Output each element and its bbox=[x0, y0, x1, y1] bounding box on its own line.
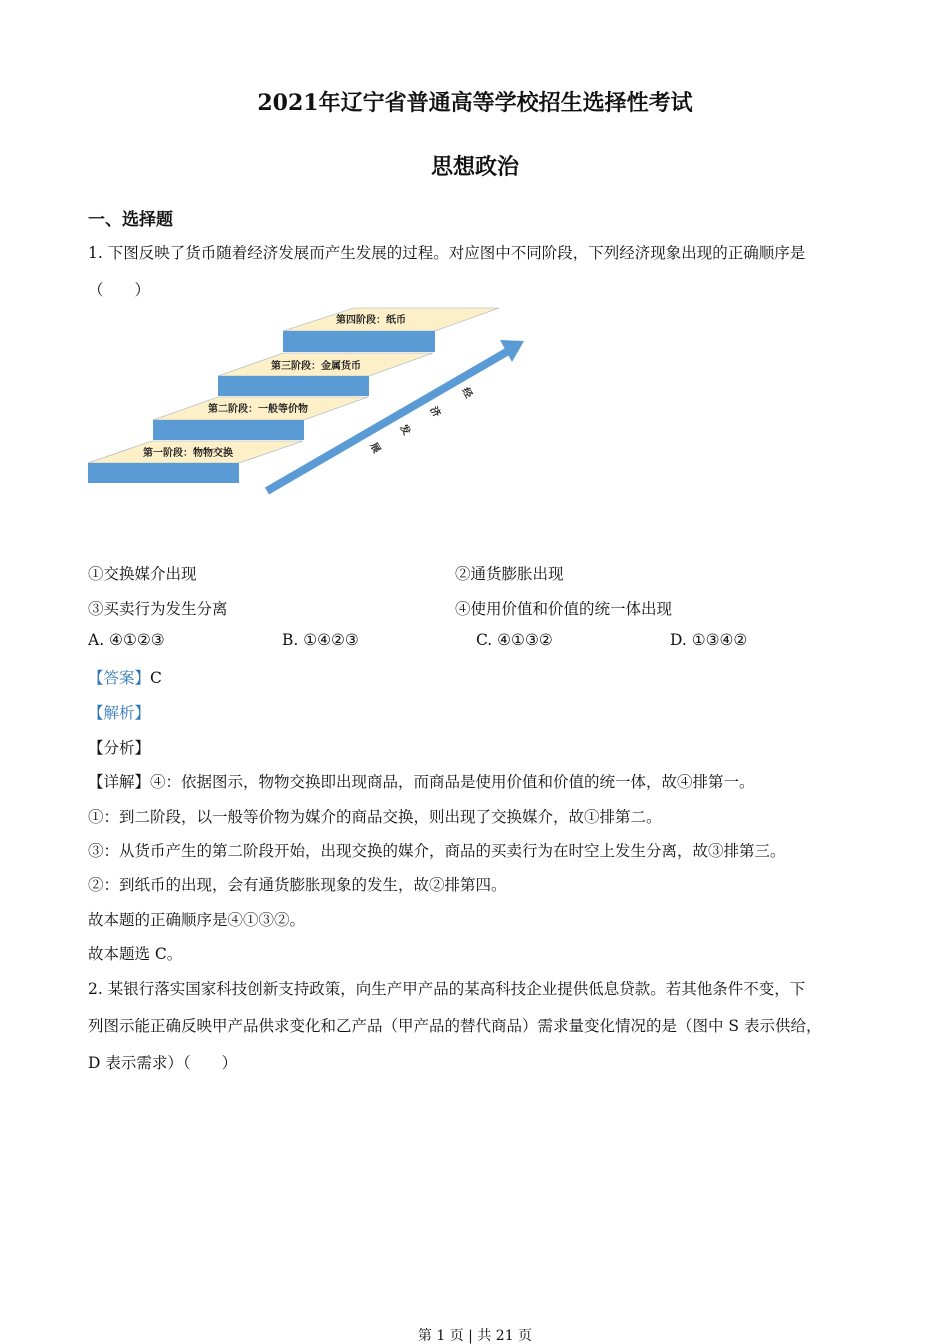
page-footer: 第 1 页 | 共 21 页 bbox=[417, 1328, 533, 1344]
exam-title: 2021年辽宁省普通高等学校招生选择性考试 bbox=[257, 90, 693, 116]
stage-label: 第三阶段：金属货币 bbox=[271, 361, 361, 372]
stage-step-1 bbox=[88, 441, 303, 483]
analysis-label: 【解析】 bbox=[88, 704, 151, 722]
fenxi-label: 【分析】 bbox=[88, 739, 151, 757]
stage-step-3 bbox=[218, 353, 433, 396]
stage-label: 第四阶段：纸币 bbox=[336, 315, 406, 326]
explanation-line: 故本题选 C。 bbox=[88, 945, 183, 963]
q2-stem-line: D 表示需求）（ ） bbox=[88, 1054, 238, 1072]
q2-stem-line: 列图示能正确反映甲产品供求变化和乙产品（甲产品的替代商品）需求量变化情况的是（图中 S 表示供给， bbox=[88, 1017, 822, 1035]
answer-label: 【答案】 bbox=[88, 669, 151, 687]
explanation-line: ①：到二阶段，以一般等价物为媒介的商品交换，则出现了交换媒介，故①排第二。 bbox=[88, 808, 662, 826]
q1-item-1: ①交换媒介出现 bbox=[88, 565, 197, 583]
section-heading: 一、选择题 bbox=[88, 210, 173, 230]
stage-label: 第一阶段：物物交换 bbox=[143, 448, 233, 459]
explanation-line: 故本题的正确顺序是④①③②。 bbox=[88, 911, 306, 929]
stage-step-4 bbox=[283, 308, 499, 352]
answer-value: C bbox=[150, 669, 162, 687]
explanation-line: ②：到纸币的出现，会有通货膨胀现象的发生，故②排第四。 bbox=[88, 876, 507, 894]
stage-label: 第二阶段：一般等价物 bbox=[208, 404, 308, 415]
q1-item-3: ③买卖行为发生分离 bbox=[88, 600, 228, 618]
q1-blank: （ ） bbox=[88, 281, 151, 299]
arrow-label-char: 经 bbox=[459, 386, 474, 401]
q1-option-c: C. ④①③② bbox=[476, 631, 553, 649]
money-stage-diagram bbox=[0, 0, 950, 520]
subject-title: 思想政治 bbox=[430, 154, 519, 180]
q1-option-d: D. ①③④② bbox=[670, 631, 748, 649]
arrow-label-char: 济 bbox=[427, 405, 442, 420]
q1-option-a: A. ④①②③ bbox=[88, 631, 165, 649]
explanation-line: 【详解】④：依据图示，物物交换即出现商品，而商品是使用价值和价值的统一体，故④排第一。 bbox=[88, 773, 755, 791]
q1-item-2: ②通货膨胀出现 bbox=[455, 565, 564, 583]
explanation-line: ③：从货币产生的第二阶段开始，出现交换的媒介，商品的买卖行为在时空上发生分离，故③排第三。 bbox=[88, 842, 786, 860]
q2-stem-line: 2. 某银行落实国家科技创新支持政策，向生产甲产品的某高科技企业提供低息贷款。若其他条件不变，下 bbox=[88, 980, 806, 998]
q1-stem: 1. 下图反映了货币随着经济发展而产生发展的过程。对应图中不同阶段，下列经济现象出现的正确顺序是 bbox=[88, 244, 806, 262]
arrow-label-char: 发 bbox=[397, 423, 412, 438]
answer-line bbox=[88, 666, 162, 688]
q1-item-4: ④使用价值和价值的统一体出现 bbox=[455, 600, 673, 618]
q1-option-b: B. ①④②③ bbox=[282, 631, 359, 649]
stage-step-2 bbox=[153, 397, 368, 440]
arrow-label-char: 展 bbox=[367, 441, 382, 456]
